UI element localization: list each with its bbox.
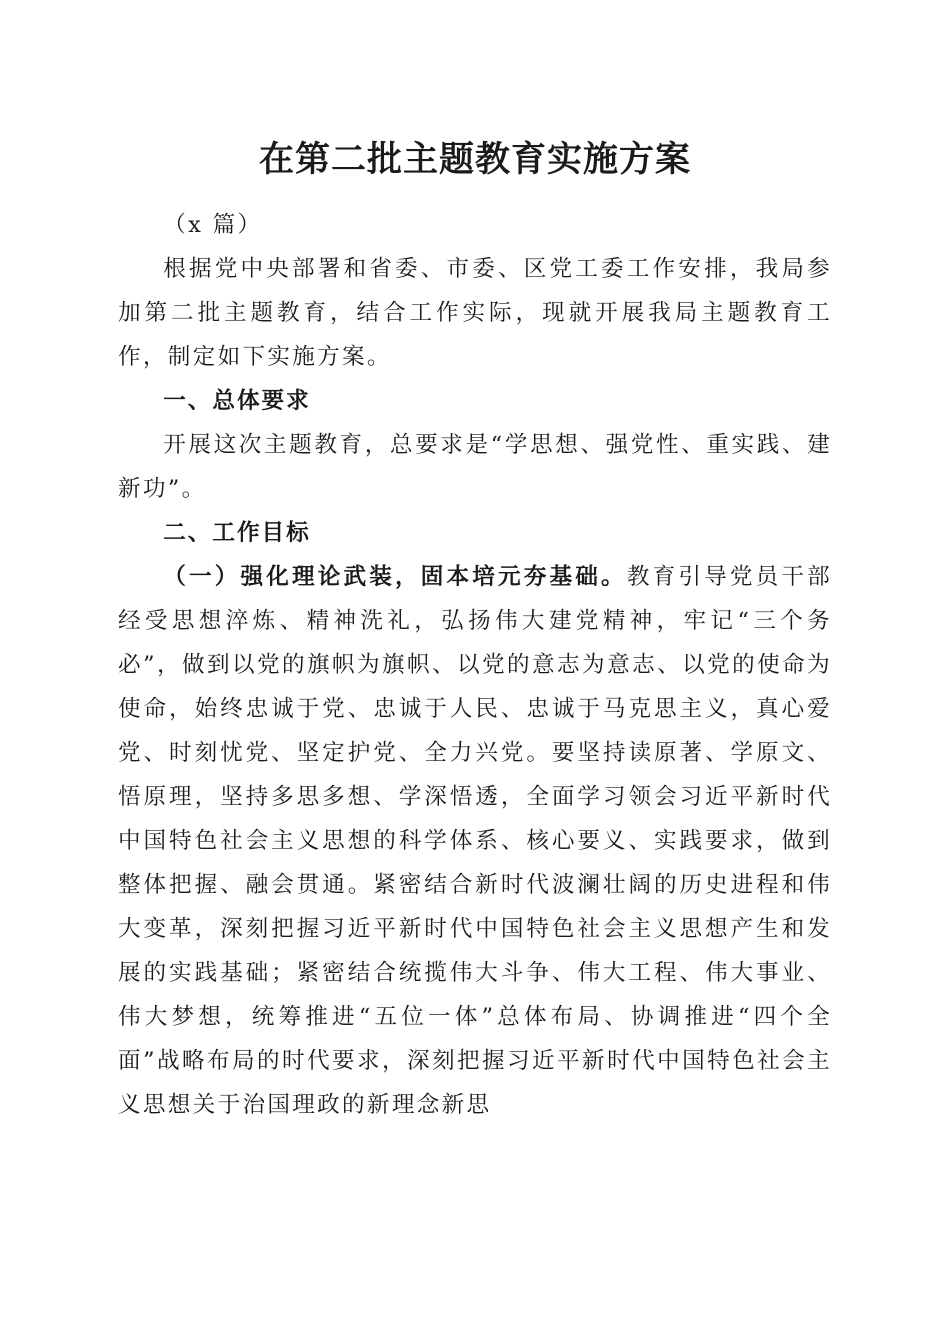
work-goal-item-1-text: 教育引导党员干部经受思想淬炼、精神洗礼，弘扬伟大建党精神，牢记“三个务必”，做到以党的旗帜为旗帜、以党的意志为意志、以党的使命为使命，始终忠诚于党、忠诚于人民、忠诚于马克思主义，真心爱党、时刻忧党、坚定护党、全力兴党。要坚持读原著、学原文、悟原理，坚持多思多想、学深悟透，全面学习领会习近平新时代中国特色社会主义思想的科学体系、核心要义、实践要求，做到整体把握、融会贯通。紧密结合新时代波澜壮阔的历史进程和伟大变革，深刻把握习近平新时代中国特色社会主义思想产生和发展的实践基础；紧密结合统揽伟大斗争、伟大工程、伟大事业、伟大梦想，统筹推进“五位一体”总体布局、协调推进“四个全面”战略布局的时代要求，深刻把握习近平新时代中国特色社会主义思想关于治国理政的新理念新思 <box>118 564 832 1118</box>
intro-paragraph: 根据党中央部署和省委、市委、区党工委工作安排，我局参加第二批主题教育，结合工作实际，现就开展我局主题教育工作，制定如下实施方案。 <box>118 256 832 370</box>
work-goal-item-1 <box>118 555 832 1127</box>
overall-requirements-paragraph: 开展这次主题教育，总要求是“学思想、强党性、重实践、建新功”。 <box>118 432 832 502</box>
section-heading-work-goals: 二、工作目标 <box>163 520 311 546</box>
document-title: 在第二批主题教育实施方案 <box>258 139 691 180</box>
section-heading-overall-requirements: 一、总体要求 <box>163 388 311 414</box>
work-goal-item-1-lead: （一）强化理论武装，固本培元夯基础。 <box>163 564 627 590</box>
note-line: （x 篇） <box>163 212 263 238</box>
document-body <box>118 203 832 1127</box>
